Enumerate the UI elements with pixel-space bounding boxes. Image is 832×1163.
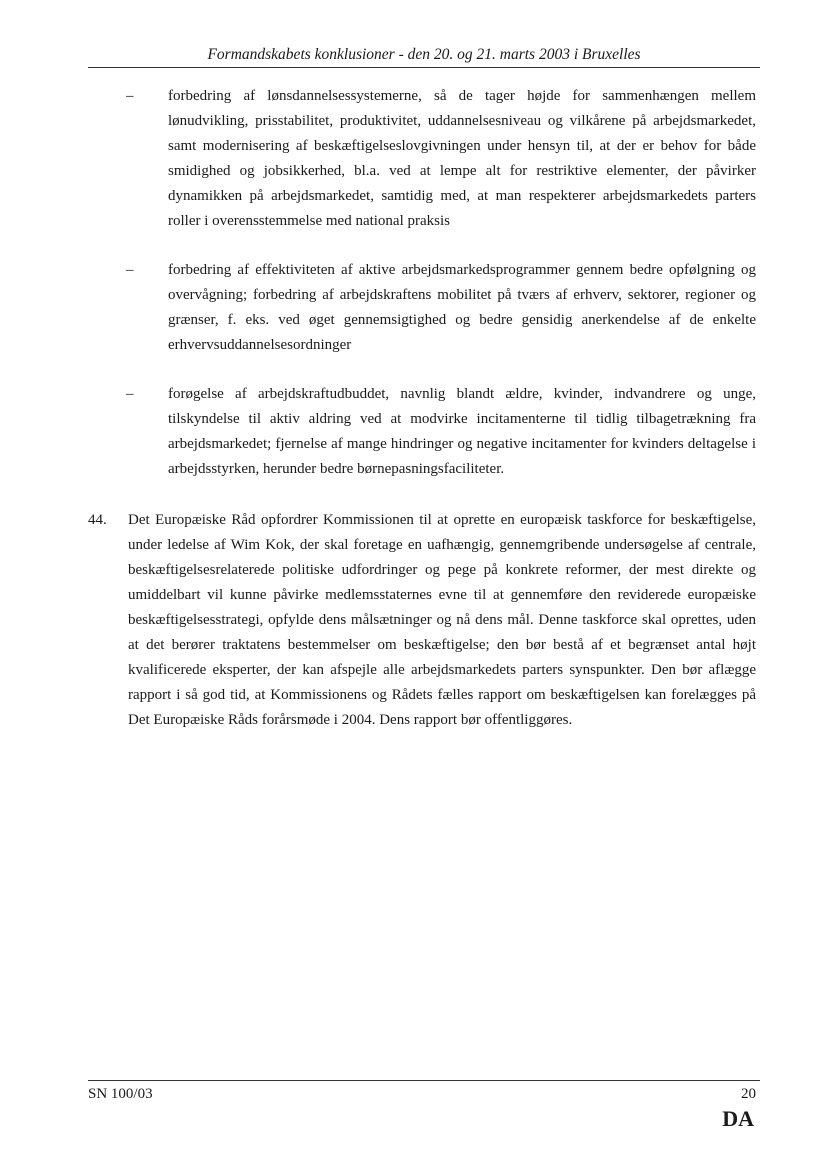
bullet-item xyxy=(88,258,760,358)
footer-divider xyxy=(88,1080,760,1081)
paragraph-number: 44. xyxy=(88,512,107,528)
bullet-text: forbedring af effektiviteten af aktive arbejdsmarkedsprogrammer gennem bedre opfølgning og overvågning; forbedring af arbejdskraftens mobilitet på tværs af erhverv, sektorer, regioner og grænser, f. eks. ved øget gennemsigtighed og bedre gensidig anerkendelse af de enkelte erhvervsuddannelsesordninger xyxy=(168,262,756,353)
bullet-dash: – xyxy=(126,88,134,104)
bullet-item xyxy=(88,382,760,482)
document-reference: SN 100/03 xyxy=(88,1086,153,1102)
bullet-text: forbedring af lønsdannelsessystemerne, så de tager højde for sammenhængen mellem lønudvikling, prisstabilitet, produktivitet, uddannelsesniveau og vilkårene på arbejdsmarkedet, samt modernisering af beskæftigelseslovgivningen under hensyn til, at der er behov for både smidighed og jobsikkerhed, bl.a. ved at lempe alt for restriktive elementer, der påvirker dynamikken på arbejdsmarkedet, samtidig med, at man respekterer arbejdsmarkedets parters roller i overensstemmelse med national praksis xyxy=(168,88,756,229)
paragraph-text: Det Europæiske Råd opfordrer Kommissionen til at oprette en europæisk taskforce for beskæftigelse, under ledelse af Wim Kok, der skal foretage en uafhængig, gennemgribende undersøgelse af centrale, beskæftigelsesrelaterede politiske udfordringer og pege på konkrete reformer, der mest direkte og umiddelbart vil kunne påvirke medlemsstaternes evne til at gennemføre den reviderede europæiske beskæftigelsesstrategi, opfylde dens målsætninger og nå dens mål. Denne taskforce skal oprettes, uden at det berører traktatens bestemmelser om beskæftigelse; den bør bestå af et begrænset antal højt kvalificerede eksperter, der kan afspejle alle arbejdsmarkedets parters synspunkter. Den bør aflægge rapport i så god tid, at Kommissionens og Rådets fælles rapport om beskæftigelsen kan forelægges på Det Europæiske Råds forårsmøde i 2004. Dens rapport bør offentliggøres. xyxy=(128,512,756,728)
page-number: 20 xyxy=(741,1086,756,1102)
running-header: Formandskabets konklusioner - den 20. og 21. marts 2003 i Bruxelles xyxy=(207,46,641,63)
numbered-paragraph xyxy=(88,508,760,758)
bullet-dash: – xyxy=(126,386,134,402)
bullet-text: forøgelse af arbejdskraftudbuddet, navnlig blandt ældre, kvinder, indvandrere og unge, tilskyndelse til aktiv aldring ved at modvirke incitamenterne til tidlig tilbagetrækning fra arbejdsmarkedet; fjernelse af mange hindringer og negative incitamenter for kvinders deltagelse i arbejdsstyrken, herunder bedre børnepasningsfaciliteter. xyxy=(168,386,756,477)
bullet-item xyxy=(88,84,760,234)
header-divider xyxy=(88,67,760,68)
bullet-dash: – xyxy=(126,262,134,278)
language-code: DA xyxy=(722,1106,754,1131)
